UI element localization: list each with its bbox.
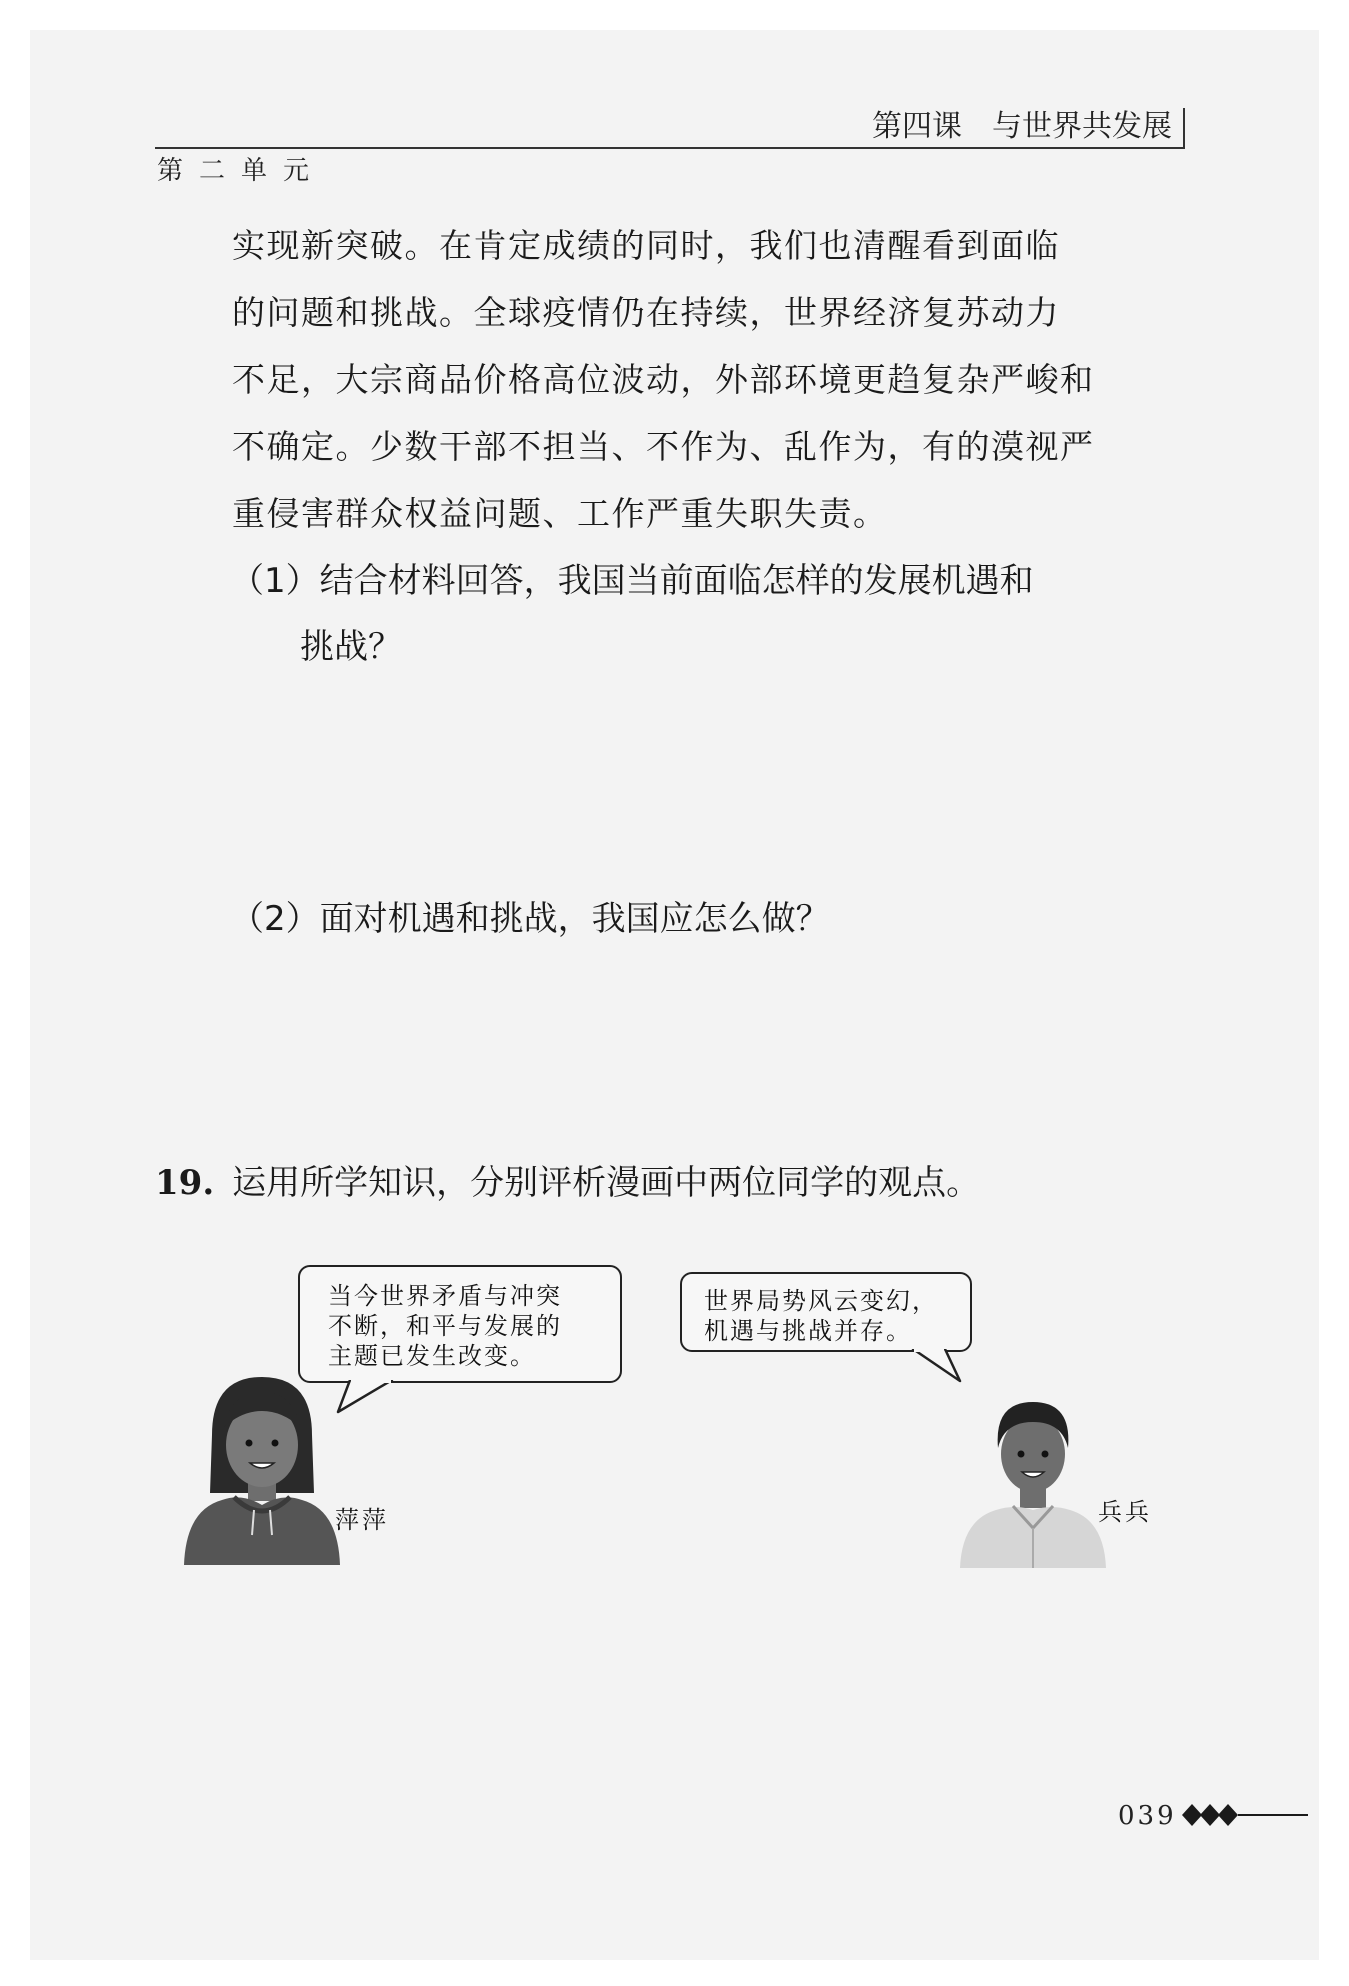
girl-figure bbox=[182, 1375, 342, 1565]
question-1: （1）结合材料回答，我国当前面临怎样的发展机遇和 bbox=[230, 561, 1034, 601]
passage-line: 不足，大宗商品价格高位波动，外部环境更趋复杂严峻和 bbox=[232, 360, 1095, 399]
material-passage bbox=[232, 212, 1192, 547]
header-rule bbox=[155, 147, 1185, 149]
bubble-line: 不断，和平与发展的 bbox=[328, 1312, 562, 1340]
name-pingping: 萍萍 bbox=[335, 1506, 389, 1534]
bubble-line: 机遇与挑战并存。 bbox=[704, 1317, 912, 1345]
question-2: （2）面对机遇和挑战，我国应怎么做？ bbox=[230, 899, 830, 939]
unit-label: 第二单元 bbox=[157, 156, 326, 186]
name-bingbing: 兵兵 bbox=[1098, 1498, 1152, 1526]
passage-line: 不确定。少数干部不担当、不作为、乱作为，有的漠视严 bbox=[232, 427, 1095, 466]
passage-line: 实现新突破。在肯定成绩的同时，我们也清醒看到面临 bbox=[232, 226, 1060, 265]
bubble-tail-right bbox=[905, 1349, 965, 1385]
bubble-line: 世界局势风云变幻， bbox=[704, 1287, 938, 1315]
footer-diamond-ornament bbox=[1180, 1800, 1310, 1830]
speech-bubble-left bbox=[298, 1265, 622, 1383]
question-1-continued: 挑战？ bbox=[300, 627, 402, 667]
question-19 bbox=[155, 1150, 1195, 1216]
lesson-title: 第四课 与世界共发展 bbox=[872, 109, 1172, 144]
page-number: 039 bbox=[1118, 1801, 1177, 1831]
question-19-text: 运用所学知识，分别评析漫画中两位同学的观点。 bbox=[232, 1163, 981, 1203]
bubble-line: 当今世界矛盾与冲突 bbox=[328, 1282, 562, 1310]
bubble-line: 主题已发生改变。 bbox=[328, 1342, 536, 1370]
boy-figure bbox=[958, 1398, 1108, 1568]
passage-line: 重侵害群众权益问题、工作严重失职失责。 bbox=[232, 494, 888, 533]
bubble-tail-left bbox=[336, 1380, 416, 1414]
question-number: 19. bbox=[155, 1163, 215, 1203]
speech-bubble-right bbox=[680, 1272, 972, 1352]
passage-line: 的问题和挑战。全球疫情仍在持续，世界经济复苏动力 bbox=[232, 293, 1060, 332]
header-tick bbox=[1183, 108, 1185, 148]
